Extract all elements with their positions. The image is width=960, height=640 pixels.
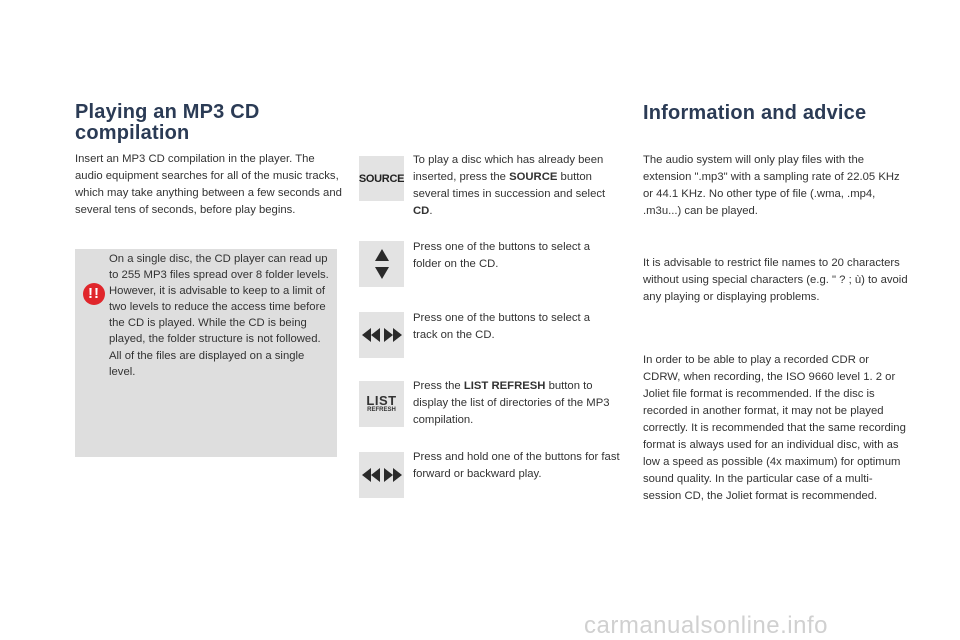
track-instruction: Press one of the buttons to select a track on the CD. bbox=[413, 312, 591, 341]
source-button-icon bbox=[359, 156, 404, 201]
intro-paragraph: Insert an MP3 CD compilation in the player. The audio equipment searches for all of the music tracks, which may take anything between a few seconds and several tens of seconds, before play begins. bbox=[75, 153, 342, 216]
warning-icon bbox=[83, 283, 105, 305]
up-arrow-icon bbox=[375, 249, 389, 261]
list-text-bold: LIST REFRESH bbox=[463, 380, 546, 392]
fast-forward-rewind-buttons-icon bbox=[359, 452, 404, 498]
source-text-2: button several times in succession and select bbox=[413, 171, 606, 200]
watermark: carmanualsonline.info bbox=[584, 612, 828, 639]
source-text-bold2: CD bbox=[413, 205, 430, 217]
list-instruction bbox=[413, 378, 613, 429]
section-title: Information and advice bbox=[643, 102, 867, 124]
page-title: Playing an MP3 CD compilation bbox=[75, 101, 260, 144]
source-instruction bbox=[413, 152, 613, 220]
down-arrow-icon bbox=[375, 267, 389, 279]
source-text-1: To play a disc which has already been inserted, press the bbox=[413, 154, 604, 183]
rewind-forward-icon bbox=[362, 468, 402, 482]
info-paragraph-2: It is advisable to restrict file names to 20 characters without using special characters (e.g. " ? ; ù) to avoid any playing or displaying problems. bbox=[643, 257, 908, 303]
folder-instruction: Press one of the buttons to select a folder on the CD. bbox=[413, 241, 591, 270]
source-text-bold: SOURCE bbox=[509, 171, 558, 183]
warning-icon-text: !! bbox=[88, 285, 100, 302]
list-refresh-button-icon bbox=[359, 381, 404, 427]
track-skip-buttons-icon bbox=[359, 312, 404, 358]
list-button-top-label: LIST bbox=[366, 393, 397, 408]
warning-box bbox=[75, 249, 337, 457]
list-button-bottom-label: REFRESH bbox=[367, 407, 396, 413]
info-paragraph-1: The audio system will only play files with the extension ".mp3" with a sampling rate of 22.05 KHz or 44.1 KHz. No other type of file (.wma, .mp4, .m3u...) can be played. bbox=[643, 154, 900, 217]
warning-text: On a single disc, the CD player can read up to 255 MP3 files spread over 8 folder levels. However, it is advisable to keep to a limit of two levels to reduce the access time before the CD is played. While the CD is being played, the folder structure is not followed. All of the files are displayed on a single level. bbox=[109, 253, 329, 378]
list-text-1: Press the bbox=[413, 380, 464, 392]
info-paragraph-3: In order to be able to play a recorded CDR or CDRW, when recording, the ISO 9660 level 1. 2 or Joliet file format is recommended. If the disc is recorded in another format, it may not be played correctly. It is recommended that the same recording format is always used for an individual disc, with as low a speed as possible (4x maximum) for optimum sound quality. In the particular case of a multi-session CD, the Joliet format is recommended. bbox=[643, 354, 906, 502]
ffrw-instruction: Press and hold one of the buttons for fast forward or backward play. bbox=[413, 451, 620, 480]
source-button-label: SOURCE bbox=[358, 172, 405, 185]
up-down-buttons-icon bbox=[359, 241, 404, 287]
previous-next-icon bbox=[362, 328, 402, 342]
source-text-3: . bbox=[429, 205, 433, 217]
list-text-2: button to display the list of directories of the MP3 compilation. bbox=[413, 380, 610, 426]
